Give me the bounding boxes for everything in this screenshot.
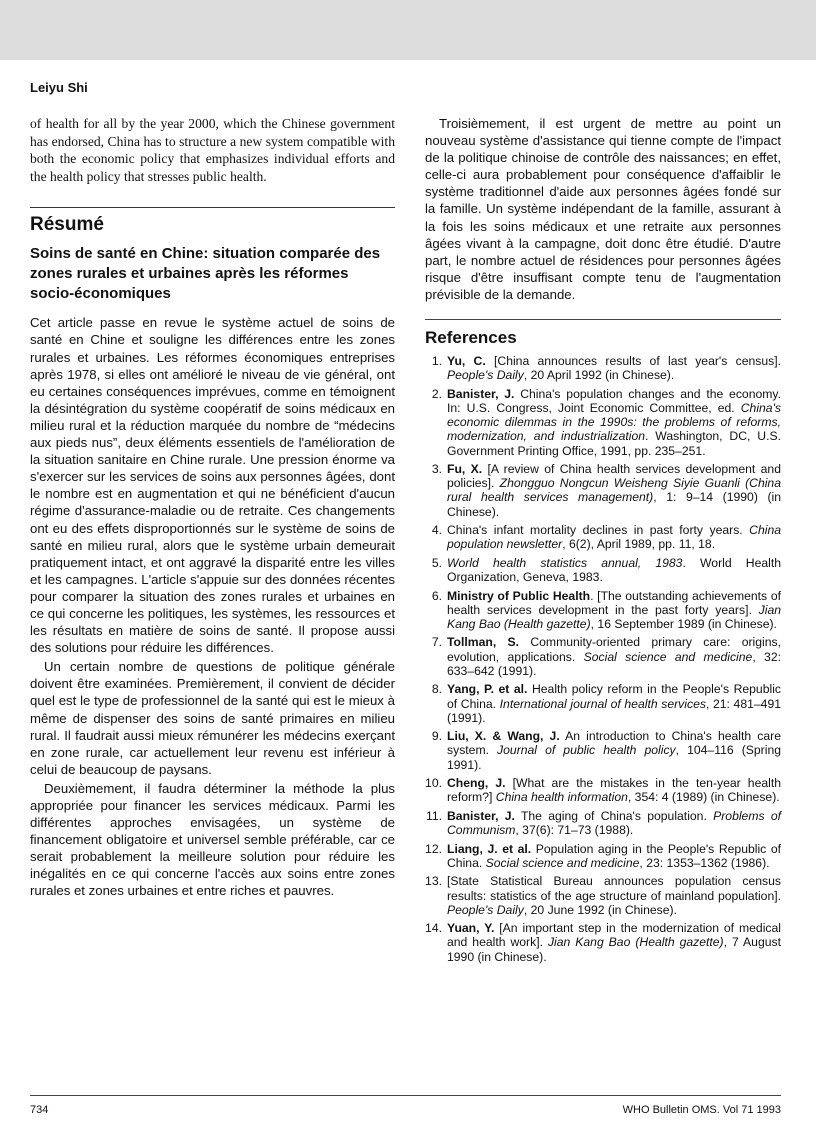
reference-details: . Washington, DC, U.S. Government Printing Office, 1991, pp. 235–251. — [447, 429, 781, 458]
reference-details: , 21: 481–491 (1991). — [447, 696, 781, 725]
reference-author: Ministry of Public Health — [447, 588, 591, 603]
reference-author: Tollman, S. — [447, 635, 520, 650]
reference-item — [425, 809, 781, 837]
reference-item — [425, 354, 781, 382]
reference-author: Liu, X. & Wang, J. — [447, 729, 560, 744]
reference-item — [425, 556, 781, 584]
reference-text: [What are the mistakes in the ten-year health reform?] — [447, 776, 781, 805]
reference-details: , 32: 633–642 (1991). — [447, 649, 781, 678]
reference-author: Yu, C. — [447, 354, 486, 369]
right-column — [425, 115, 781, 968]
reference-author: Yang, P. et al. — [447, 682, 528, 697]
reference-number: 8. — [431, 682, 442, 697]
reference-number: 2. — [431, 386, 442, 401]
section-divider — [425, 319, 781, 320]
page-number: 734 — [30, 1104, 49, 1116]
reference-author: Fu, X. — [447, 462, 483, 477]
reference-text: Community-oriented primary care: origins, evolution, applications. — [447, 635, 781, 664]
reference-details: , 104–116 (Spring 1991). — [447, 743, 781, 772]
reference-number: 10. — [425, 776, 442, 791]
reference-number: 3. — [431, 462, 442, 477]
reference-source: China health information — [495, 790, 628, 805]
running-head-author: Leiyu Shi — [30, 80, 88, 95]
reference-details: , 7 August 1990 (in Chinese). — [447, 935, 781, 964]
left-column — [30, 115, 395, 902]
reference-text: An introduction to China's health care system. — [447, 729, 781, 758]
reference-item — [425, 462, 781, 519]
header-band — [0, 0, 816, 60]
reference-details: , 354: 4 (1989) (in Chinese). — [627, 790, 780, 805]
reference-number: 1. — [431, 354, 442, 369]
reference-source: Social science and medicine — [583, 649, 753, 664]
reference-text: Health policy reform in the People's Republic of China. — [447, 682, 781, 711]
reference-text: [State Statistical Bureau announces population census results: statistics of the age structure of mainland population]. — [447, 874, 781, 903]
reference-details: , 20 April 1992 (in Chinese). — [523, 368, 675, 383]
reference-text: The aging of China's population. — [514, 808, 714, 823]
resume-paragraph: Un certain nombre de questions de politique générale doivent être examinées. Premièrement, il convient de décider quel est le type de professionnel de la santé qui est le mieux à même de dispenser des soins de santé primaires en milieu rural. Il faudrait aussi mieux rémunérer les médecins exerçant en zone rurale, car actuellement leur revenu est inférieur à celui de beaucoup de paysans. — [30, 659, 395, 777]
reference-details: , 1: 9–14 (1990) (in Chinese). — [447, 490, 782, 519]
reference-source: Journal of public health policy — [497, 743, 676, 758]
resume-subtitle: Soins de santé en Chine: situation comparée des zones rurales et urbaines après les réformes socio-économiques — [30, 245, 381, 303]
reference-source: Jian Kang Bao (Health gazette) — [447, 602, 781, 631]
reference-text: Population aging in the People's Republic of China. — [447, 841, 782, 870]
reference-number: 4. — [431, 523, 442, 538]
reference-author: Banister, J. — [447, 386, 515, 401]
reference-text: [An important step in the modernization of medical and health work]. — [447, 921, 781, 950]
reference-text: China's infant mortality declines in past forty years. — [447, 523, 750, 538]
reference-item — [425, 387, 781, 458]
journal-citation: WHO Bulletin OMS. Vol 71 1993 — [622, 1104, 781, 1116]
reference-details: , 37(6): 71–73 (1988). — [515, 823, 634, 838]
reference-number: 6. — [431, 588, 442, 603]
reference-source: Jian Kang Bao (Health gazette) — [547, 935, 724, 950]
reference-source: China population newsletter — [447, 523, 781, 552]
reference-text: [A review of China health services development and policies]. — [447, 462, 781, 491]
reference-details: , 20 June 1992 (in Chinese). — [523, 902, 677, 917]
reference-item — [425, 874, 781, 917]
reference-source: Social science and medicine — [485, 855, 640, 870]
reference-item — [425, 921, 781, 964]
reference-details: , 16 September 1989 (in Chinese). — [590, 616, 777, 631]
resume-paragraph: Cet article passe en revue le système actuel de soins de santé en Chine et souligne les différences entre les zones rurales et urbaines. Les réformes économiques entreprises après 1978, si elles ont amélioré le niveau de vie général, ont eu certaines conséquences imprévues, comme en témoignent la désintégration du système coopératif de soins médicaux en milieu rural et la réduction marquée du nombre de “médecins aux pieds nus”, deux éléments essentiels de l'amélioration de la situation sanitaire en Chine rurale. Une pression énorme va s'exercer sur les services de soins aux personnes âgées, dont le nombre est en augmentation et qui ne bénéficient d'aucun régime d'assurance-maladie ou de retraite. Ces changements ont eu des effets disproportionnés sur le système de soins de santé en milieu rural, alors que le système urbain demeurait pratiquement intact, et ont aggravé la disparité entre les villes et les campagnes. L'article s'appuie sur des données récentes pour comparer la situation des zones rurales et urbaines en ce qui concerne les politiques, les systèmes, les ressources et les résultats en matière de soins de santé. Il propose aussi des solutions pour réduire les différences. — [30, 315, 395, 656]
reference-item — [425, 729, 781, 772]
reference-number: 11. — [425, 808, 442, 823]
resume-heading: Résumé — [30, 214, 104, 236]
section-divider — [30, 207, 395, 208]
reference-source: International journal of health services — [499, 696, 706, 711]
reference-author: Cheng, J. — [447, 776, 506, 791]
reference-number: 14. — [425, 921, 442, 936]
reference-item — [425, 682, 781, 725]
reference-details: , 23: 1353–1362 (1986). — [639, 855, 770, 870]
reference-text: China's population changes and the economy. In: U.S. Congress, Joint Economic Committee, ed. — [447, 386, 781, 415]
reference-number: 9. — [431, 729, 442, 744]
reference-source: Problems of Communism — [447, 808, 782, 838]
resume-paragraph: Deuxièmement, il faudra déterminer la méthode la plus appropriée pour financer les services médicaux. Parmi les différentes approches envisagées, un système de financement obligatoire et universel semble préférable, car ce serait probablement la meilleure solution pour réduire les inégalités en ce qui concerne l'accès aux soins entre zones rurales et zones urbaines et entre riches et pauvres. — [30, 780, 395, 899]
reference-item — [425, 589, 781, 632]
reference-source: World health statistics annual, 1983 — [447, 555, 683, 570]
english-summary-tail: of health for all by the year 2000, which the Chinese government has endorsed, China has to structure a new system compatible with both the economic policy that emphasizes individual efforts and the health policy that stresses public health. — [30, 116, 395, 184]
reference-source: People's Daily — [447, 368, 524, 383]
reference-source: China's economic dilemmas in the 1990s: the problems of reforms, modernization, and industrialization — [447, 400, 781, 444]
reference-item — [425, 523, 781, 551]
reference-item — [425, 635, 781, 678]
reference-number: 5. — [431, 555, 442, 570]
reference-source: People's Daily — [447, 902, 524, 917]
reference-author: Liang, J. et al. — [447, 841, 532, 856]
resume-paragraph: Troisièmement, il est urgent de mettre au point un nouveau système d'assistance qui tienne compte de l'impact de la politique chinoise de contrôle des naissances; en effet, celle-ci aura probablement pour conséquence d'affaiblir le système traditionnel d'aide aux personnes âgées fondé sur la famille. Un système indépendant de la famille, assurant à la fois les soins médicaux et une retraite aux personnes âgées vivant à la campagne, doit donc être étudié. D'autre part, le nombre actuel de résidences pour personnes âgées risque d'être insuffisant compte tenu de l'augmentation prévisible de la demande. — [425, 116, 781, 302]
reference-text: [China announces results of last year's census]. — [485, 354, 781, 369]
footer-divider — [30, 1095, 781, 1096]
reference-number: 7. — [431, 635, 442, 650]
reference-author: Yuan, Y. — [447, 921, 495, 936]
reference-item — [425, 842, 781, 870]
reference-author: Banister, J. — [447, 808, 515, 823]
reference-source: Zhongguo Nongcun Weisheng Siyie Guanli (China rural health services management) — [447, 476, 781, 505]
reference-item — [425, 776, 781, 804]
references-heading: References — [425, 328, 517, 348]
reference-details: . World Health Organization, Geneva, 1983. — [447, 555, 781, 585]
reference-number: 13. — [425, 874, 442, 889]
reference-number: 12. — [425, 841, 442, 856]
reference-details: , 6(2), April 1989, pp. 11, 18. — [562, 537, 716, 552]
reference-text: . [The outstanding achievements of health services development in the past forty years]. — [447, 588, 781, 617]
reference-list — [425, 354, 781, 964]
